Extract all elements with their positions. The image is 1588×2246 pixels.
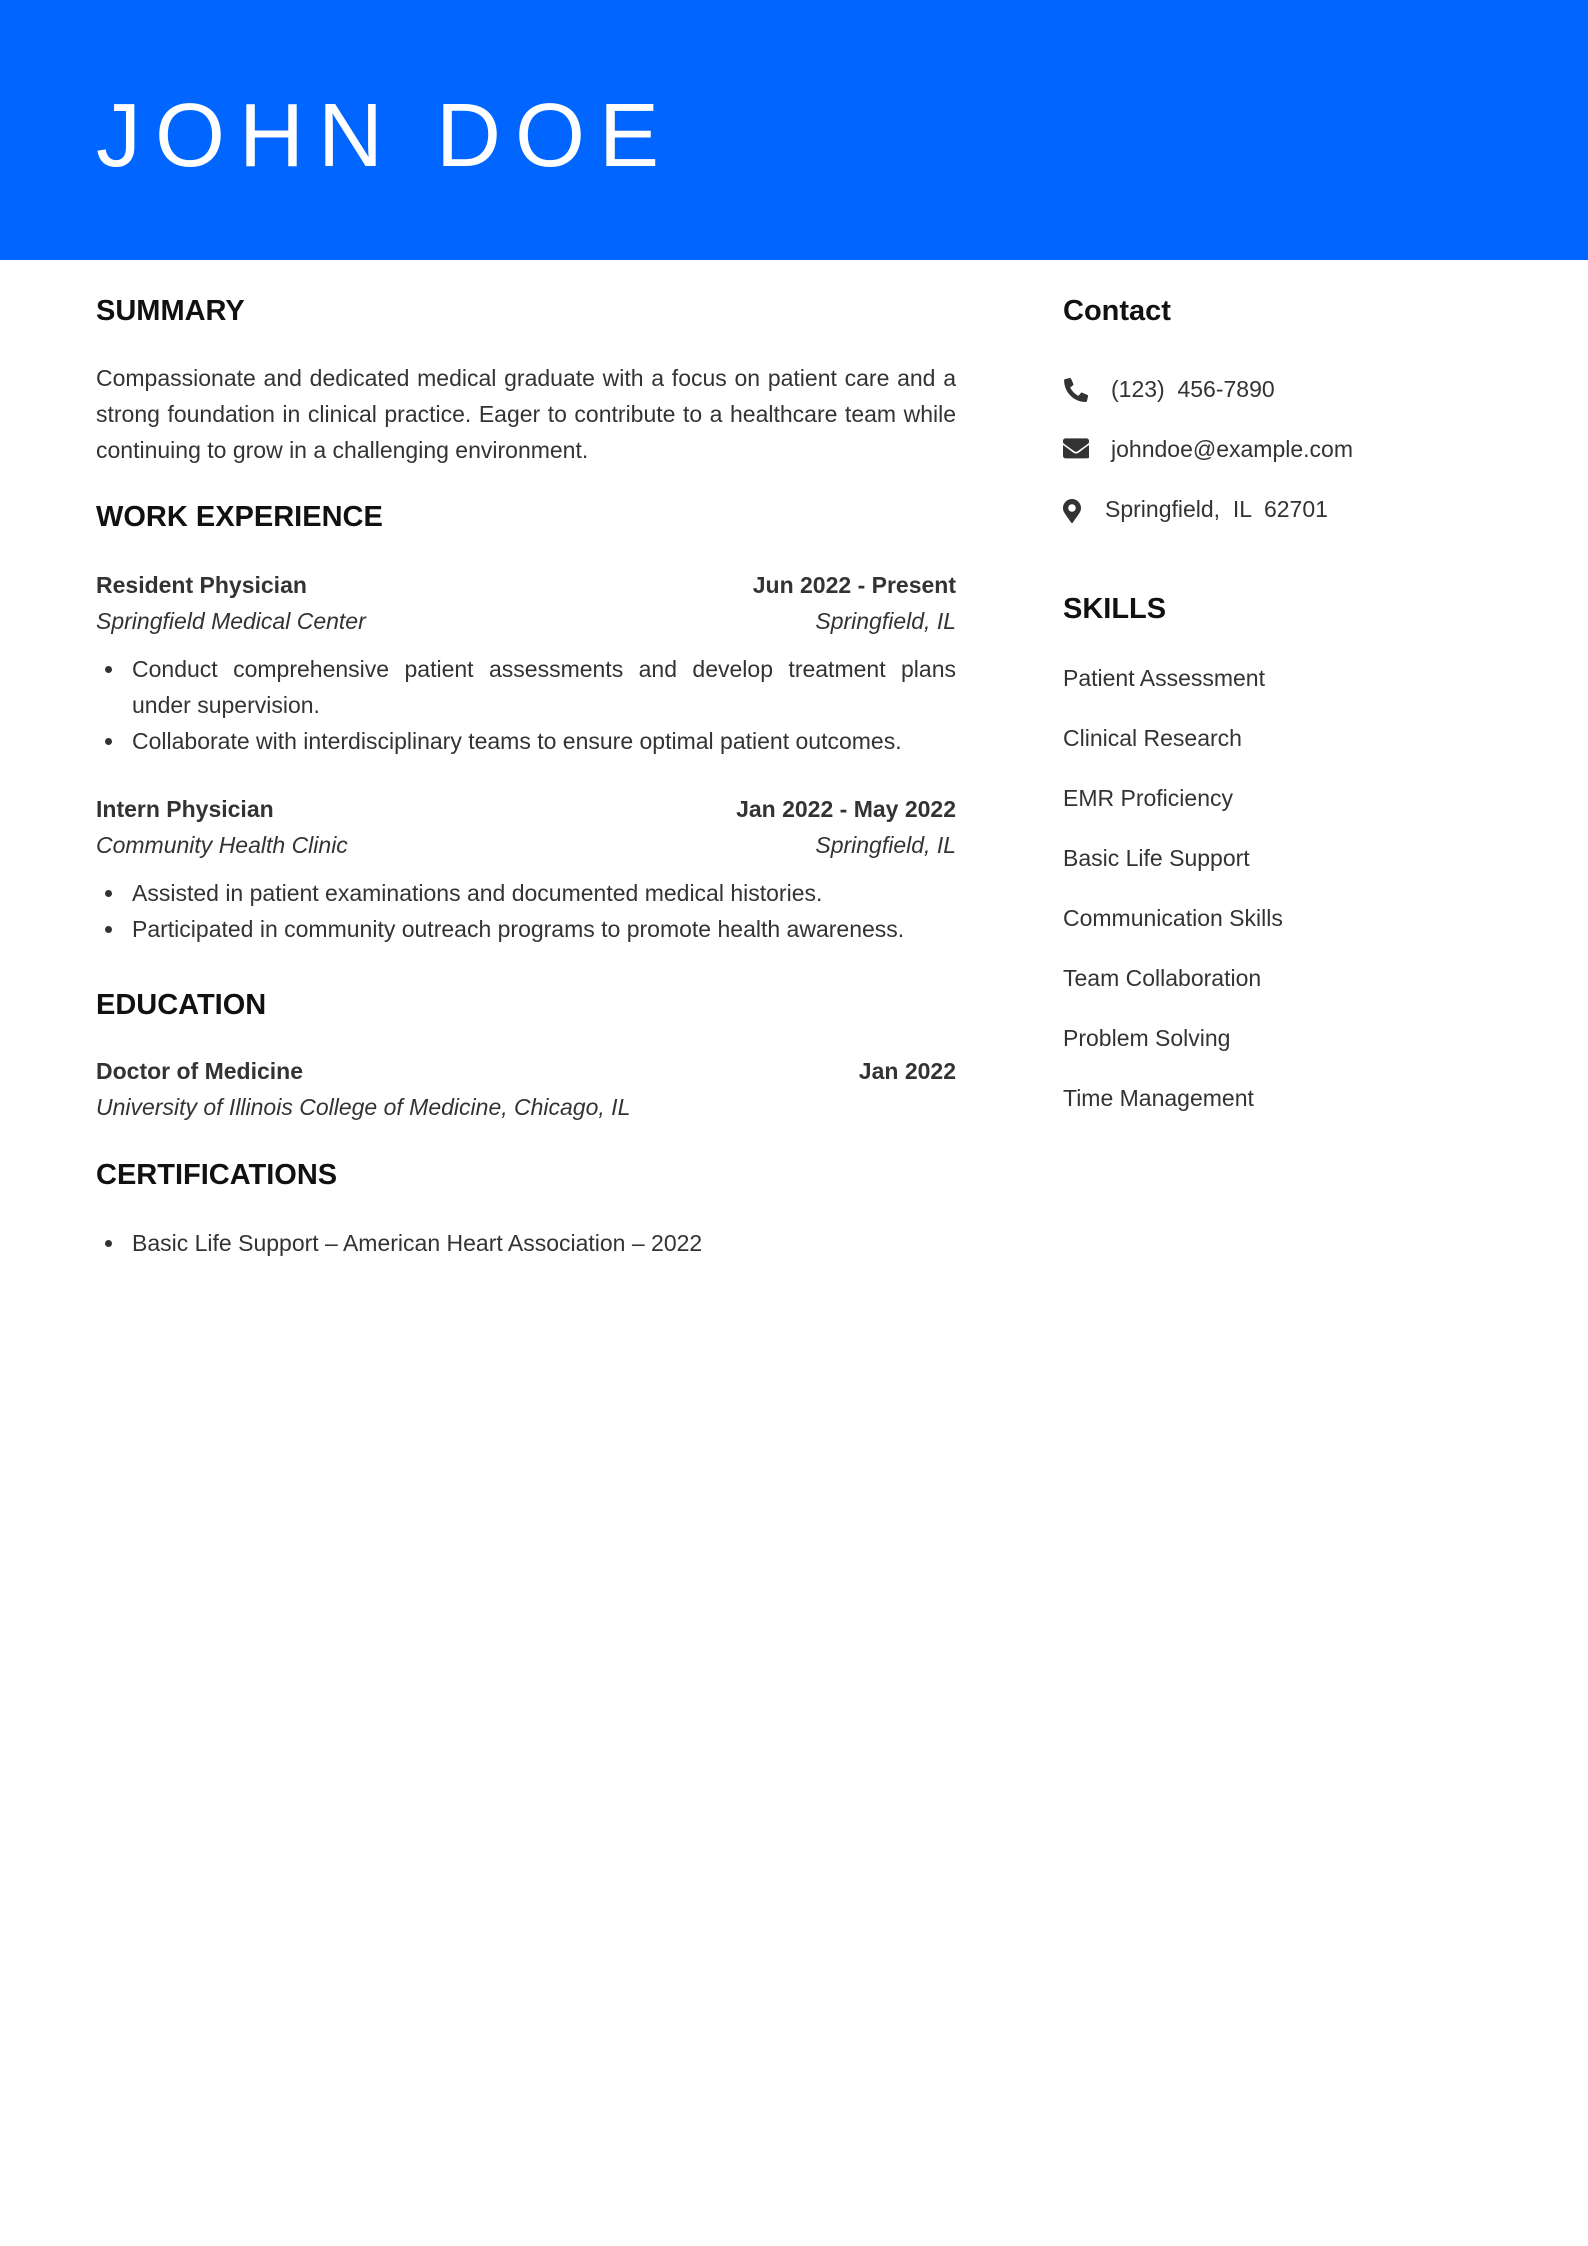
map-marker-icon bbox=[1063, 495, 1105, 523]
phone-number: (123) 456-7890 bbox=[1111, 376, 1275, 402]
job-bullet: Participated in community outreach programs to promote health awareness. bbox=[96, 911, 956, 947]
education-title: EDUCATION bbox=[96, 989, 267, 1021]
skill-item: Time Management bbox=[1063, 1085, 1254, 1111]
summary-text: Compassionate and dedicated medical graduate with a focus on patient care and a strong foundation in clinical practice. Eager to contribute to a healthcare team while continuing to grow in a challenging environment. bbox=[96, 365, 956, 463]
summary-title: SUMMARY bbox=[96, 295, 245, 327]
skill-item: Problem Solving bbox=[1063, 1025, 1231, 1051]
job-bullet: Collaborate with interdisciplinary teams to ensure optimal patient outcomes. bbox=[96, 723, 956, 759]
certifications-title: CERTIFICATIONS bbox=[96, 1159, 338, 1191]
contact-location bbox=[1063, 492, 1328, 526]
work-experience-title: WORK EXPERIENCE bbox=[96, 501, 383, 533]
skill-item: Clinical Research bbox=[1063, 725, 1242, 751]
job-role: Intern Physician bbox=[96, 796, 274, 822]
job-header bbox=[96, 792, 956, 826]
education-header bbox=[96, 1054, 956, 1088]
header-banner bbox=[0, 0, 1588, 260]
job-dates: Jan 2022 - May 2022 bbox=[736, 796, 956, 822]
skill-item: EMR Proficiency bbox=[1063, 785, 1233, 811]
email-address: johndoe@example.com bbox=[1111, 436, 1353, 462]
certification-item: Basic Life Support – American Heart Association – 2022 bbox=[96, 1225, 956, 1261]
certification-list bbox=[96, 1225, 956, 1261]
job-subheader bbox=[96, 604, 956, 638]
degree: Doctor of Medicine bbox=[96, 1058, 304, 1084]
envelope-icon bbox=[1063, 435, 1111, 463]
contact-email bbox=[1063, 432, 1353, 466]
contact-phone bbox=[1063, 372, 1275, 406]
contact-title: Contact bbox=[1063, 295, 1171, 327]
job-dates: Jun 2022 - Present bbox=[752, 572, 956, 598]
job-bullet-list bbox=[96, 875, 956, 947]
school: University of Illinois College of Medicine, Chicago, IL bbox=[96, 1094, 631, 1120]
job-header bbox=[96, 568, 956, 602]
job-role: Resident Physician bbox=[96, 572, 307, 598]
job-bullet: Conduct comprehensive patient assessments and develop treatment plans under supervision. bbox=[96, 651, 956, 723]
skill-item: Team Collaboration bbox=[1063, 965, 1262, 991]
job-bullet-list bbox=[96, 651, 956, 759]
job-location: Springfield, IL bbox=[815, 608, 956, 634]
education-subheader bbox=[96, 1090, 956, 1124]
job-organization: Community Health Clinic bbox=[96, 832, 348, 858]
job-location: Springfield, IL bbox=[815, 832, 956, 858]
phone-icon bbox=[1063, 375, 1111, 403]
skill-item: Communication Skills bbox=[1063, 905, 1283, 931]
job-organization: Springfield Medical Center bbox=[96, 608, 366, 634]
education-date: Jan 2022 bbox=[858, 1058, 956, 1084]
location-text: Springfield, IL 62701 bbox=[1105, 496, 1328, 522]
job-subheader bbox=[96, 828, 956, 862]
skill-item: Basic Life Support bbox=[1063, 845, 1250, 871]
skill-item: Patient Assessment bbox=[1063, 665, 1265, 691]
job-bullet: Assisted in patient examinations and documented medical histories. bbox=[96, 875, 956, 911]
candidate-name: JOHN DOE bbox=[96, 86, 674, 186]
skills-title: SKILLS bbox=[1063, 593, 1167, 625]
